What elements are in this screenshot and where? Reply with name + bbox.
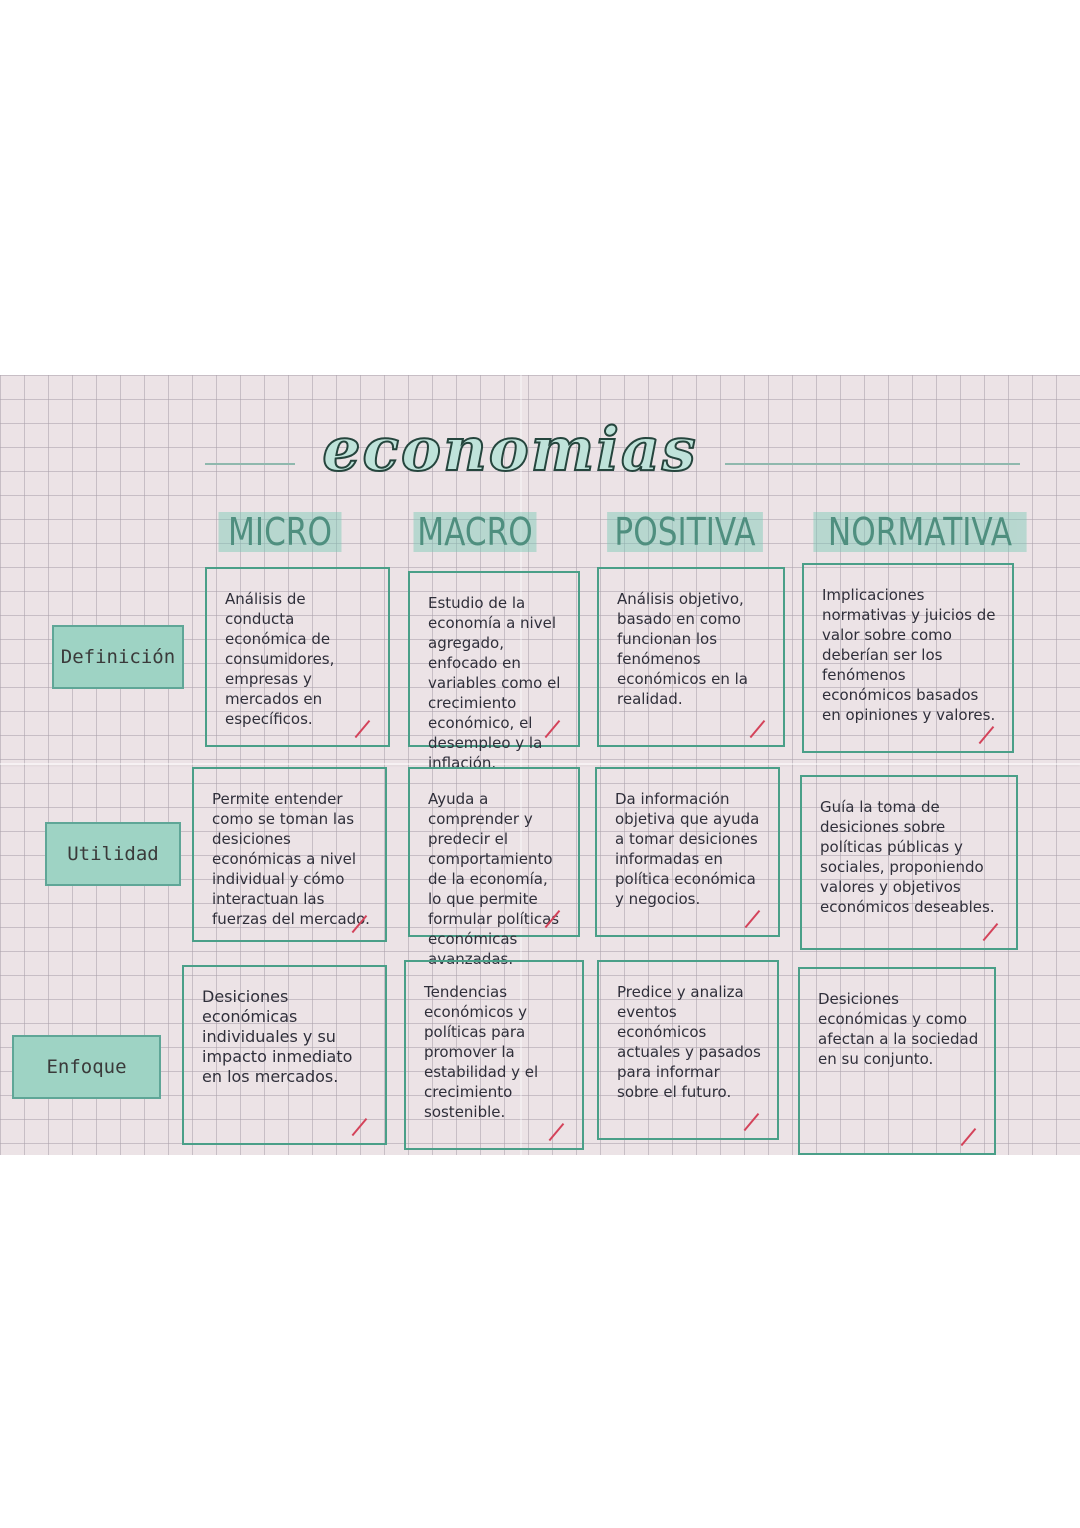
cell-text: Estudio de la economía a nivel agregado, enfocado en variables como el crecimiento económico, el desempleo y la inflación. xyxy=(428,594,561,772)
check-mark xyxy=(335,1104,368,1136)
cell-definicion-normativa xyxy=(802,563,1014,753)
row-label-definicion: Definición xyxy=(52,625,184,689)
cell-text: Desiciones económicas individuales y su impacto inmediato en los mercados. xyxy=(202,987,353,1086)
cell-text: Implicaciones normativas y juicios de valor sobre como deberían ser los fenómenos económicos basados en opiniones y valores. xyxy=(822,586,996,724)
cell-enfoque-macro xyxy=(404,960,584,1150)
cell-text: Guía la toma de desiciones sobre políticas públicas y sociales, proponiendo valores y objetivos económicos deseables. xyxy=(820,798,995,916)
cell-utilidad-normativa xyxy=(800,775,1018,950)
notebook-page xyxy=(0,375,1080,1155)
row-label-utilidad: Utilidad xyxy=(45,822,181,886)
cell-enfoque-positiva xyxy=(597,960,779,1140)
title-rule-left xyxy=(205,463,295,465)
cell-text: Tendencias económicos y políticas para promover la estabilidad y el crecimiento sostenible. xyxy=(424,983,539,1121)
check-mark xyxy=(944,1114,977,1146)
cell-utilidad-macro xyxy=(408,767,580,968)
page-title: economias xyxy=(322,415,698,485)
cell-definicion-macro xyxy=(408,571,580,772)
column-header-normativa: NORMATIVA xyxy=(813,507,1026,557)
column-header-micro: MICRO xyxy=(219,507,342,557)
cell-text: Predice y analiza eventos económicos actuales y pasados para informar sobre el futuro. xyxy=(617,983,761,1101)
title-rule-right xyxy=(725,463,1020,465)
cell-text: Análisis de conducta económica de consumidores, empresas y mercados en específicos. xyxy=(225,590,335,728)
cell-text: Ayuda a comprender y predecir el comportamiento de la economía, lo que permite formular políticas económicas avanzadas. xyxy=(428,790,560,968)
cell-definicion-positiva xyxy=(597,567,785,747)
cell-utilidad-micro xyxy=(192,767,387,942)
column-header-macro: MACRO xyxy=(414,507,537,557)
cell-utilidad-positiva xyxy=(595,767,780,937)
cell-text: Da información objetiva que ayuda a tomar desiciones informadas en política económica y negocios. xyxy=(615,790,760,908)
check-mark xyxy=(733,706,766,738)
cell-enfoque-normativa xyxy=(798,967,996,1155)
cell-definicion-micro xyxy=(205,567,390,747)
column-header-positiva: POSITIVA xyxy=(607,507,763,557)
check-mark xyxy=(727,1099,760,1131)
cell-text: Permite entender como se toman las desiciones económicas a nivel individual y cómo interactuan las fuerzas del mercado. xyxy=(212,790,370,928)
cell-text: Desiciones económicas y como afectan a la sociedad en su conjunto. xyxy=(818,990,979,1068)
cell-enfoque-micro xyxy=(182,965,387,1145)
row-label-enfoque: Enfoque xyxy=(12,1035,161,1099)
cell-text: Análisis objetivo, basado en como funcionan los fenómenos económicos en la realidad. xyxy=(617,590,748,708)
